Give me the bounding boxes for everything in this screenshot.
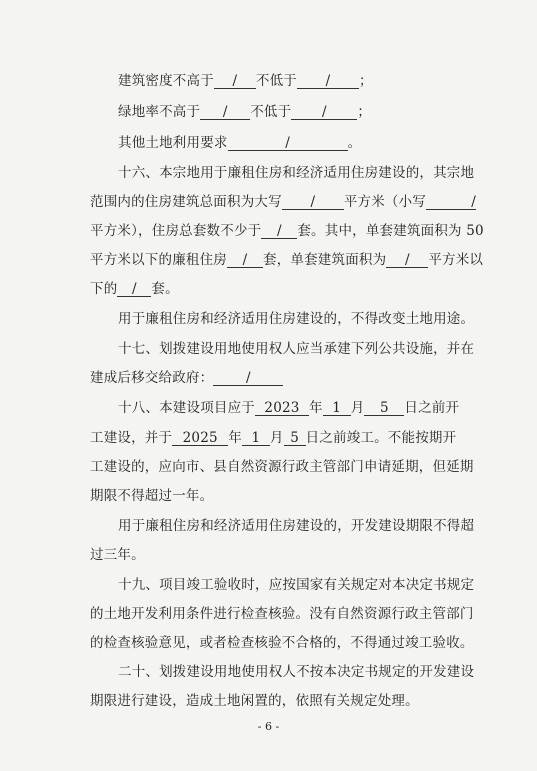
blank-field: / — [227, 253, 263, 268]
blank-field: / — [261, 224, 297, 239]
start-date-line — [118, 400, 459, 416]
text: 。 — [347, 135, 362, 151]
text: 工建设的，应向市、县自然资源行政主管部门申请延期，但延期 — [90, 459, 474, 475]
text: 日之前竣工。不能按期开 — [305, 430, 457, 446]
paragraph-line — [90, 635, 474, 651]
text: 十八、本建设项目应于 — [118, 400, 255, 416]
text: 其他土地利用要求 — [118, 135, 228, 151]
paragraph-line — [118, 664, 474, 680]
blank-field: / — [214, 74, 256, 89]
paragraph-line — [118, 577, 474, 593]
page-number: - 6 - — [257, 720, 280, 733]
filled-field: 2025 — [172, 431, 228, 446]
paragraph-line — [118, 165, 474, 181]
paragraph-line — [90, 693, 419, 709]
filled-field: 2023 — [255, 401, 309, 416]
text: 日之前开 — [404, 400, 460, 416]
blank-field: / — [291, 105, 357, 120]
paragraph-line — [118, 341, 474, 357]
paragraph-line — [90, 223, 484, 239]
text: 期限不得超过一年。 — [90, 488, 214, 504]
text: 的检查核验意见，或者检查核验不合格的，不得通过竣工验收。 — [90, 635, 474, 651]
blank-field: / — [426, 195, 476, 210]
text: 平方米（小写 — [343, 194, 427, 210]
building-density-line — [118, 73, 373, 89]
text: 套，单套建筑面积为 — [263, 252, 387, 268]
text: 套。 — [151, 281, 179, 297]
text: 年 — [228, 430, 242, 446]
text: 年 — [309, 400, 323, 416]
text: 十九、项目竣工验收时，应按国家有关规定对本决定书规定 — [118, 577, 475, 593]
text: 不低于 — [255, 73, 298, 89]
text: 二十、划拨建设用地使用权人不按本决定书规定的开发建设 — [118, 664, 475, 680]
paragraph-line — [90, 547, 145, 563]
completion-date-line — [90, 430, 456, 446]
paragraph-line — [118, 518, 474, 534]
blank-field: / — [117, 282, 151, 297]
text: 期限进行建设，造成土地闲置的，依照有关规定处理。 — [90, 693, 419, 709]
text: ； — [357, 104, 372, 120]
text: 用于廉租住房和经济适用住房建设的，开发建设期限不得超 — [118, 518, 475, 534]
text: 的土地开发利用条件进行检查核验。没有自然资源行政主管部门 — [90, 606, 474, 622]
paragraph-line — [118, 311, 474, 327]
text: 平方米以下的廉租住房 — [90, 252, 227, 268]
green-ratio-line — [118, 104, 371, 120]
paragraph-line — [90, 488, 213, 504]
text: 平方米），住房总套数不少于 — [90, 223, 262, 239]
text: 月 — [350, 400, 365, 416]
paragraph-line — [90, 252, 483, 268]
paragraph-line — [90, 194, 476, 210]
blank-field: / — [386, 253, 428, 268]
paragraph-line — [90, 606, 474, 622]
text: 范围内的住房建筑总面积为大写 — [90, 194, 282, 210]
text: 套。其中，单套建筑面积为 50 — [297, 223, 484, 239]
blank-field: / — [213, 371, 283, 386]
filled-field: 5 — [284, 431, 306, 446]
text: 十六、本宗地用于廉租住房和经济适用住房建设的，其宗地 — [118, 165, 475, 181]
text: 用于廉租住房和经济适用住房建设的，不得改变土地用途。 — [118, 311, 475, 327]
blank-field: / — [228, 136, 348, 151]
paragraph-line — [90, 370, 283, 386]
text: 工建设，并于 — [90, 430, 173, 446]
blank-field: / — [297, 74, 359, 89]
text: 月 — [269, 430, 284, 446]
text: 建筑密度不高于 — [118, 73, 214, 89]
blank-field: / — [200, 105, 250, 120]
filled-field: 5 — [364, 401, 404, 416]
text: 过三年。 — [90, 547, 145, 563]
paragraph-line — [90, 281, 179, 297]
other-requirements-line — [118, 135, 361, 151]
text: 绿地率不高于 — [118, 104, 201, 120]
text: 建成后移交给政府： — [90, 370, 214, 386]
text: 平方米以 — [428, 252, 484, 268]
filled-field: 1 — [323, 401, 351, 416]
filled-field: 1 — [242, 431, 270, 446]
blank-field: / — [282, 195, 344, 210]
text: 十七、划拨建设用地使用权人应当承建下列公共设施，并在 — [118, 341, 475, 357]
paragraph-line — [90, 459, 474, 475]
text: ； — [359, 73, 373, 89]
text: 不低于 — [250, 104, 292, 120]
text: 下的 — [90, 281, 118, 297]
